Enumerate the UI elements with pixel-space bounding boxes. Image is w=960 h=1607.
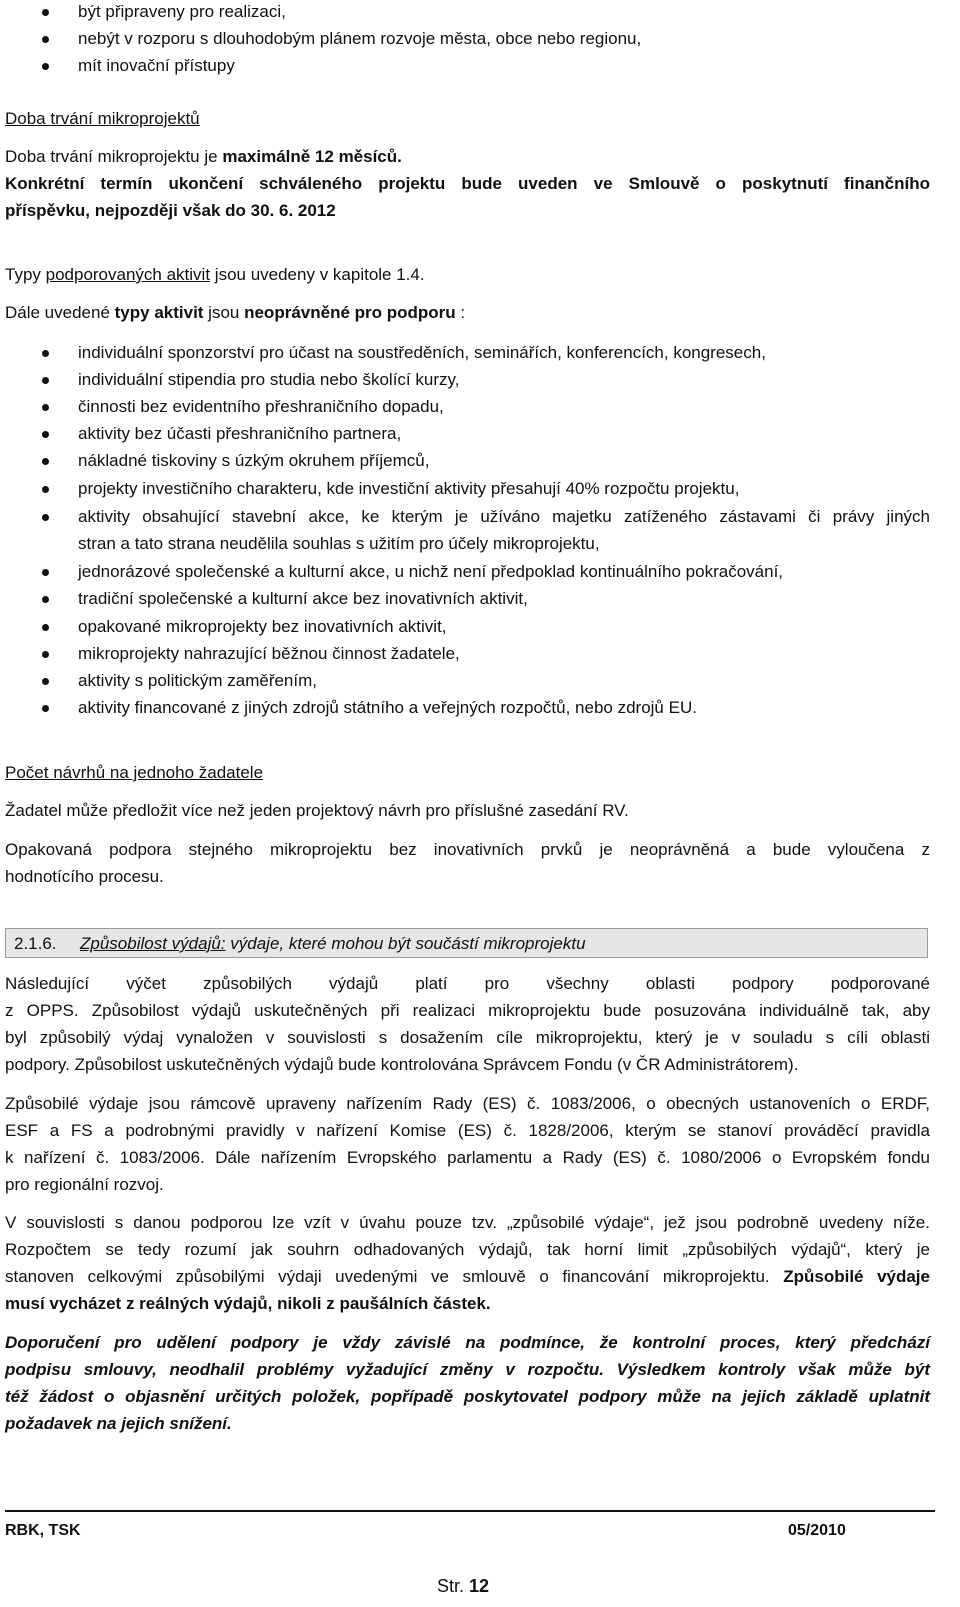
bullet-icon	[42, 431, 49, 438]
section-heading	[5, 928, 928, 958]
bullet-icon	[42, 569, 49, 576]
duration-heading: Doba trvání mikroprojektů	[5, 109, 200, 128]
list-item: aktivity financované z jiných zdrojů státního a veřejných rozpočtů, nebo zdrojů EU.	[78, 698, 697, 717]
list-item: aktivity bez účasti přeshraničního partnera,	[78, 424, 402, 443]
recommendation-line-2: podpisu smlouvy, neodhalil problémy vyžadující změny v rozpočtu. Výsledkem kontroly však může být	[5, 1360, 930, 1379]
eligibility-p3-line-2: Rozpočtem se tedy rozumí jak souhrn odhadovaných výdajů, tak horní limit „způsobilých výdajů“, který je	[5, 1240, 930, 1259]
types-underlined: podporovaných aktivit	[45, 265, 211, 284]
list-item: činnosti bez evidentního přeshraničního dopadu,	[78, 397, 444, 416]
bullet-icon	[42, 624, 49, 631]
section-number: 2.1.6.	[14, 934, 57, 953]
bullet-icon	[42, 458, 49, 465]
bullet-icon	[42, 9, 49, 16]
bullet-icon	[42, 377, 49, 384]
list-item: nákladné tiskoviny s úzkým okruhem příjemců,	[78, 451, 430, 470]
bullet-icon	[42, 651, 49, 658]
bullet-icon	[42, 486, 49, 493]
eligibility-p3-line-3-bold: Způsobilé výdaje	[783, 1267, 930, 1286]
ineligible-prefix: Dále uvedené	[5, 303, 115, 322]
proposals-paragraph-2-line-2: hodnotícího procesu.	[5, 867, 164, 886]
page-number-prefix: Str.	[437, 1576, 470, 1596]
duration-max-months: maximálně 12 měsíců.	[222, 147, 402, 166]
list-item: být připraveny pro realizaci,	[78, 2, 286, 21]
eligibility-p3-line-4: musí vycházet z reálných výdajů, nikoli z paušálních částek.	[5, 1294, 491, 1313]
list-item: tradiční společenské a kulturní akce bez inovativních aktivit,	[78, 589, 528, 608]
page-number	[437, 1576, 489, 1597]
footer-divider	[5, 1510, 935, 1512]
eligibility-p2-line-4: pro regionální rozvoj.	[5, 1175, 164, 1194]
types-prefix: Typy	[5, 265, 46, 284]
list-item: jednorázové společenské a kulturní akce, u nichž není předpoklad kontinuálního pokračování,	[78, 562, 784, 581]
eligibility-p1-line-2: z OPPS. Způsobilost výdajů uskutečněných při realizaci mikroprojektu bude posuzována individuálně tak, aby	[5, 1001, 930, 1020]
eligibility-p3-line-1: V souvislosti s danou podporou lze vzít v úvahu pouze tzv. „způsobilé výdaje“, jež jsou podrobně uvedeny níže.	[5, 1213, 930, 1232]
eligibility-p1-line-4: podpory. Způsobilost uskutečněných výdajů bude kontrolována Správcem Fondu (v ČR Administrátorem).	[5, 1055, 799, 1074]
bullet-icon	[42, 705, 49, 712]
ineligible-bold-2: neoprávněné pro podporu	[244, 303, 456, 322]
ineligible-suffix: :	[455, 303, 466, 322]
eligibility-p2-line-1: Způsobilé výdaje jsou rámcově upraveny nařízením Rady (ES) č. 1083/2006, o obecných ustanoveních o ERDF,	[5, 1094, 930, 1113]
types-reference	[5, 265, 425, 285]
duration-line-1	[5, 147, 402, 167]
recommendation-line-3: též žádost o objasnění určitých položek, popřípadě poskytovatel podpory může na jejich základě uplatnit	[5, 1387, 930, 1406]
bullet-icon	[42, 63, 49, 70]
eligibility-p3-line-3	[5, 1267, 930, 1287]
ineligible-mid: jsou	[203, 303, 245, 322]
proposals-heading: Počet návrhů na jednoho žadatele	[5, 763, 264, 782]
section-title-rest: výdaje, které mohou být součástí mikroprojektu	[225, 934, 586, 953]
list-item: opakované mikroprojekty bez inovativních aktivit,	[78, 617, 447, 636]
recommendation-line-1: Doporučení pro udělení podpory je vždy závislé na podmínce, že kontrolní proces, který předchází	[5, 1333, 930, 1352]
eligibility-p2-line-2: ESF a FS a podrobnými pravidly v nařízení Komise (ES) č. 1828/2006, kterým se stanoví prováděcí pravidla	[5, 1121, 930, 1140]
eligibility-p1-line-3: byl způsobilý výdaj vynaložen v souvislosti s dosažením cíle mikroprojektu, který je v souladu s cíli oblasti	[5, 1028, 930, 1047]
duration-line-1-text: Doba trvání mikroprojektu je	[5, 147, 223, 166]
list-item: individuální stipendia pro studia nebo školící kurzy,	[78, 370, 460, 389]
list-item: mikroprojekty nahrazující běžnou činnost žadatele,	[78, 644, 460, 663]
duration-line-3: příspěvku, nejpozději však do 30. 6. 2012	[5, 201, 336, 220]
bullet-icon	[42, 350, 49, 357]
ineligible-intro	[5, 303, 465, 323]
bullet-icon	[42, 596, 49, 603]
page-number-value: 12	[469, 1576, 490, 1596]
bullet-icon	[42, 678, 49, 685]
duration-line-2: Konkrétní termín ukončení schváleného projektu bude uveden ve Smlouvě o poskytnutí finančního	[5, 174, 930, 193]
list-item: aktivity s politickým zaměřením,	[78, 671, 317, 690]
bullet-icon	[42, 514, 49, 521]
section-title-underlined: Způsobilost výdajů:	[80, 934, 226, 953]
list-item: mít inovační přístupy	[78, 56, 235, 75]
list-item: projekty investičního charakteru, kde investiční aktivity přesahují 40% rozpočtu projektu,	[78, 479, 740, 498]
proposals-paragraph-1: Žadatel může předložit více než jeden projektový návrh pro příslušné zasedání RV.	[5, 801, 629, 820]
types-suffix: jsou uvedeny v kapitole 1.4.	[210, 265, 425, 284]
footer-date: 05/2010	[788, 1522, 846, 1539]
eligibility-p3-line-3-text: stanoven celkovými způsobilými výdaji uvedenými ve smlouvě o financování mikroprojektu.	[5, 1267, 784, 1286]
proposals-paragraph-2-line-1: Opakovaná podpora stejného mikroprojektu bez inovativních prvků je neoprávněná a bude vyloučena z	[5, 840, 930, 859]
list-item: aktivity obsahující stavební akce, ke kterým je užíváno majetku zatíženého zástavami či právy jiných	[78, 507, 930, 526]
section-title	[80, 934, 586, 954]
eligibility-p2-line-3: k nařízení č. 1083/2006. Dále nařízením Evropského parlamentu a Rady (ES) č. 1080/2006 o Evropském fondu	[5, 1148, 930, 1167]
bullet-icon	[42, 36, 49, 43]
recommendation-line-4: požadavek na jejich snížení.	[5, 1414, 232, 1433]
list-item: individuální sponzorství pro účast na soustředěních, seminářích, konferencích, kongresech,	[78, 343, 766, 362]
list-item: nebýt v rozporu s dlouhodobým plánem rozvoje města, obce nebo regionu,	[78, 29, 642, 48]
eligibility-p1-line-1: Následující výčet způsobilých výdajů platí pro všechny oblasti podpory podporované	[5, 974, 930, 993]
list-item-continuation: stran a tato strana neudělila souhlas s užitím pro účely mikroprojektu,	[78, 534, 600, 553]
ineligible-bold-1: typy aktivit	[114, 303, 204, 322]
footer-left: RBK, TSK	[5, 1522, 81, 1539]
bullet-icon	[42, 404, 49, 411]
